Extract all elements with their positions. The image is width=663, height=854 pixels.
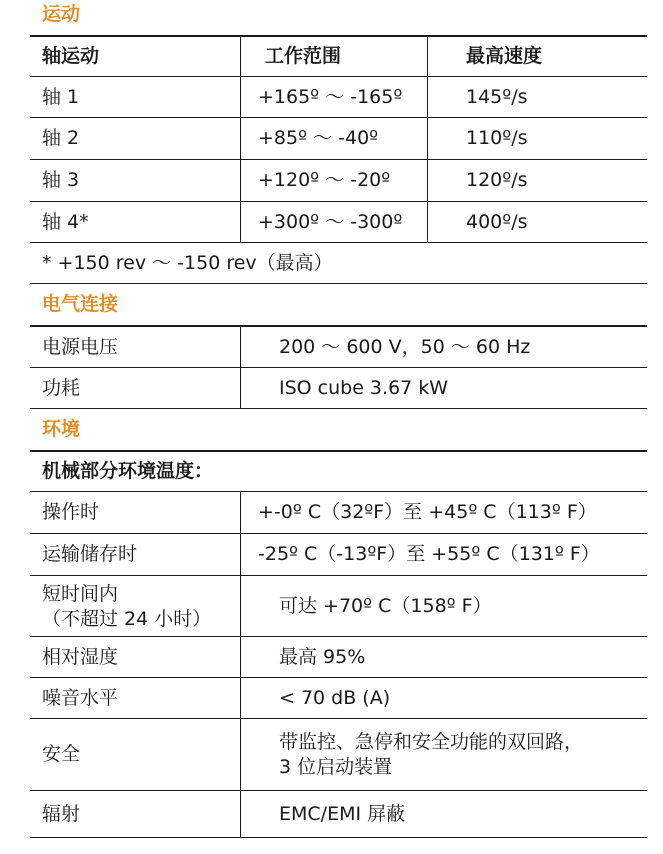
env-value-safety-line-1: 带监控、急停和安全功能的双回路， [279,731,584,754]
motion-speed-2: 110º/s [466,127,528,150]
rule [30,408,647,409]
env-value-safety-line-2: 3 位启动装置 [279,755,393,778]
env-label-short-term-line-1: 短时间内 [42,583,119,606]
env-value-humidity: 最高 95% [279,645,366,668]
env-label-short-term [42,577,211,636]
electrical-label-power: 功耗 [42,376,81,399]
electrical-value-voltage: 200 ～ 600 V，50 ～ 60 Hz [279,335,531,358]
section-title-motion: 运动 [42,3,81,25]
env-label-radiation: 辐射 [42,802,81,825]
env-value-operating: +-0º C（32ºF）至 +45º C（113º F） [258,501,597,524]
env-value-short-term: 可达 +70º C（158º F） [279,595,492,618]
motion-range-1: +165º ～ -165º [258,85,403,108]
column-divider [240,36,241,242]
env-value-noise: < 70 dB (A) [279,686,391,709]
column-divider [427,36,428,242]
motion-footnote: * +150 rev ～ -150 rev（最高） [42,251,333,274]
header-speed: 最高速度 [466,44,543,67]
env-label-short-term-line-2: （不超过 24 小时） [42,607,212,630]
motion-speed-4: 400º/s [466,210,528,233]
motion-range-4: +300º ～ -300º [258,210,403,233]
environment-subheading: 机械部分环境温度： [42,459,214,482]
env-label-humidity: 相对湿度 [42,645,119,668]
env-value-storage: -25º C（-13ºF）至 +55º C（131º F） [258,543,600,566]
motion-speed-3: 120º/s [466,169,528,192]
section-title-environment: 环境 [42,418,81,440]
env-label-operating: 操作时 [42,501,100,524]
motion-axis-3: 轴 3 [42,169,80,192]
env-label-storage: 运输储存时 [42,543,138,566]
motion-range-2: +85º ～ -40º [258,127,379,150]
electrical-value-power: ISO cube 3.67 kW [279,376,449,399]
motion-axis-1: 轴 1 [42,85,80,108]
motion-range-3: +120º ～ -20º [258,169,391,192]
env-label-safety: 安全 [42,743,81,766]
env-value-radiation: EMC/EMI 屏蔽 [279,802,406,825]
motion-speed-1: 145º/s [466,85,528,108]
column-divider [240,492,241,837]
header-axis: 轴运动 [42,44,100,67]
env-value-safety [279,719,583,790]
electrical-label-voltage: 电源电压 [42,335,119,358]
rule [30,837,647,838]
rule [30,575,647,576]
env-label-noise: 噪音水平 [42,686,119,709]
motion-axis-4: 轴 4* [42,210,89,233]
motion-axis-2: 轴 2 [42,127,80,150]
column-divider [240,327,241,408]
rule [30,283,647,284]
section-title-electrical: 电气连接 [42,293,119,315]
header-range: 工作范围 [265,44,342,67]
